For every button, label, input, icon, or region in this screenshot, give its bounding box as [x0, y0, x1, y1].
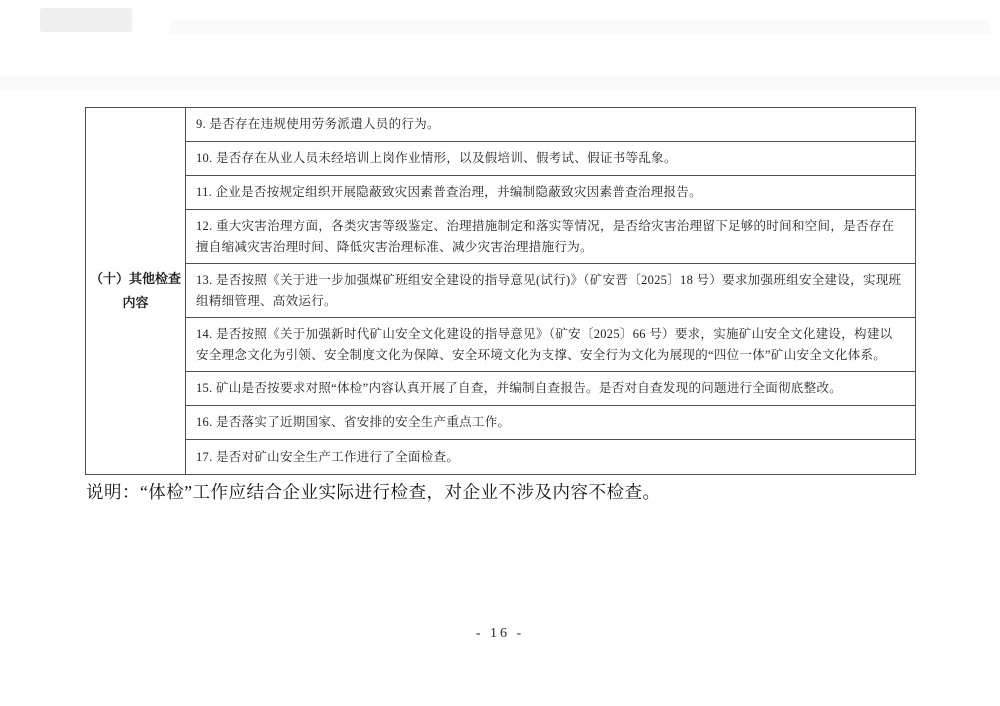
- section-label-line1: （十）其他检查: [89, 270, 181, 286]
- row-text: 14. 是否按照《关于加强新时代矿山安全文化建设的指导意见》（矿安〔2025〕66 号）要求，实施矿山安全文化建设，构建以安全理念文化为引领、安全制度文化为保障、安全环境文化为支撑、安全行为文化为展现的“四位一体”矿山安全文化体系。: [196, 326, 893, 362]
- section-label-line2: 内容: [122, 295, 149, 310]
- table-rows: [186, 108, 915, 474]
- scan-artifact: [0, 76, 1000, 89]
- note-text: 说明：“体检”工作应结合企业实际进行检查，对企业不涉及内容不检查。: [86, 482, 661, 502]
- row-text: 12. 重大灾害治理方面，各类灾害等级鉴定、治理措施制定和落实等情况，是否给灾害治理留下足够的时间和空间，是否存在擅自缩减灾害治理时间、降低灾害治理标准、减少灾害治理措施行为。: [196, 218, 895, 254]
- table-row-10: [186, 142, 915, 176]
- table-row-12: [186, 210, 915, 264]
- row-text: 16. 是否落实了近期国家、省安排的安全生产重点工作。: [196, 415, 511, 429]
- page-number: - 16 -: [475, 626, 525, 641]
- table-row-13: [186, 264, 915, 318]
- row-text: 11. 企业是否按规定组织开展隐蔽致灾因素普查治理，并编制隐蔽致灾因素普查治理报告。: [196, 185, 702, 199]
- scan-artifact: [170, 20, 990, 34]
- row-text: 9. 是否存在违规使用劳务派遣人员的行为。: [196, 117, 440, 131]
- scan-artifact: [40, 8, 132, 32]
- table-row-11: [186, 176, 915, 210]
- inspection-items-table: [85, 107, 916, 475]
- section-label-cell: [86, 108, 186, 474]
- row-text: 13. 是否按照《关于进一步加强煤矿班组安全建设的指导意见(试行)》（矿安晋〔2025〕18 号）要求加强班组安全建设，实现班组精细管理、高效运行。: [196, 272, 902, 308]
- table-row-15: [186, 372, 915, 406]
- row-text: 10. 是否存在从业人员未经培训上岗作业情形，以及假培训、假考试、假证书等乱象。: [196, 151, 677, 165]
- table-row-16: [186, 406, 915, 440]
- table-row-14: [186, 318, 915, 372]
- row-text: 17. 是否对矿山安全生产工作进行了全面检查。: [196, 449, 460, 464]
- table-row-17: [186, 440, 915, 474]
- table-row-9: [186, 108, 915, 142]
- row-text: 15. 矿山是否按要求对照“体检”内容认真开展了自查，并编制自查报告。是否对自查发现的问题进行全面彻底整改。: [196, 381, 843, 395]
- section-label: [90, 267, 181, 315]
